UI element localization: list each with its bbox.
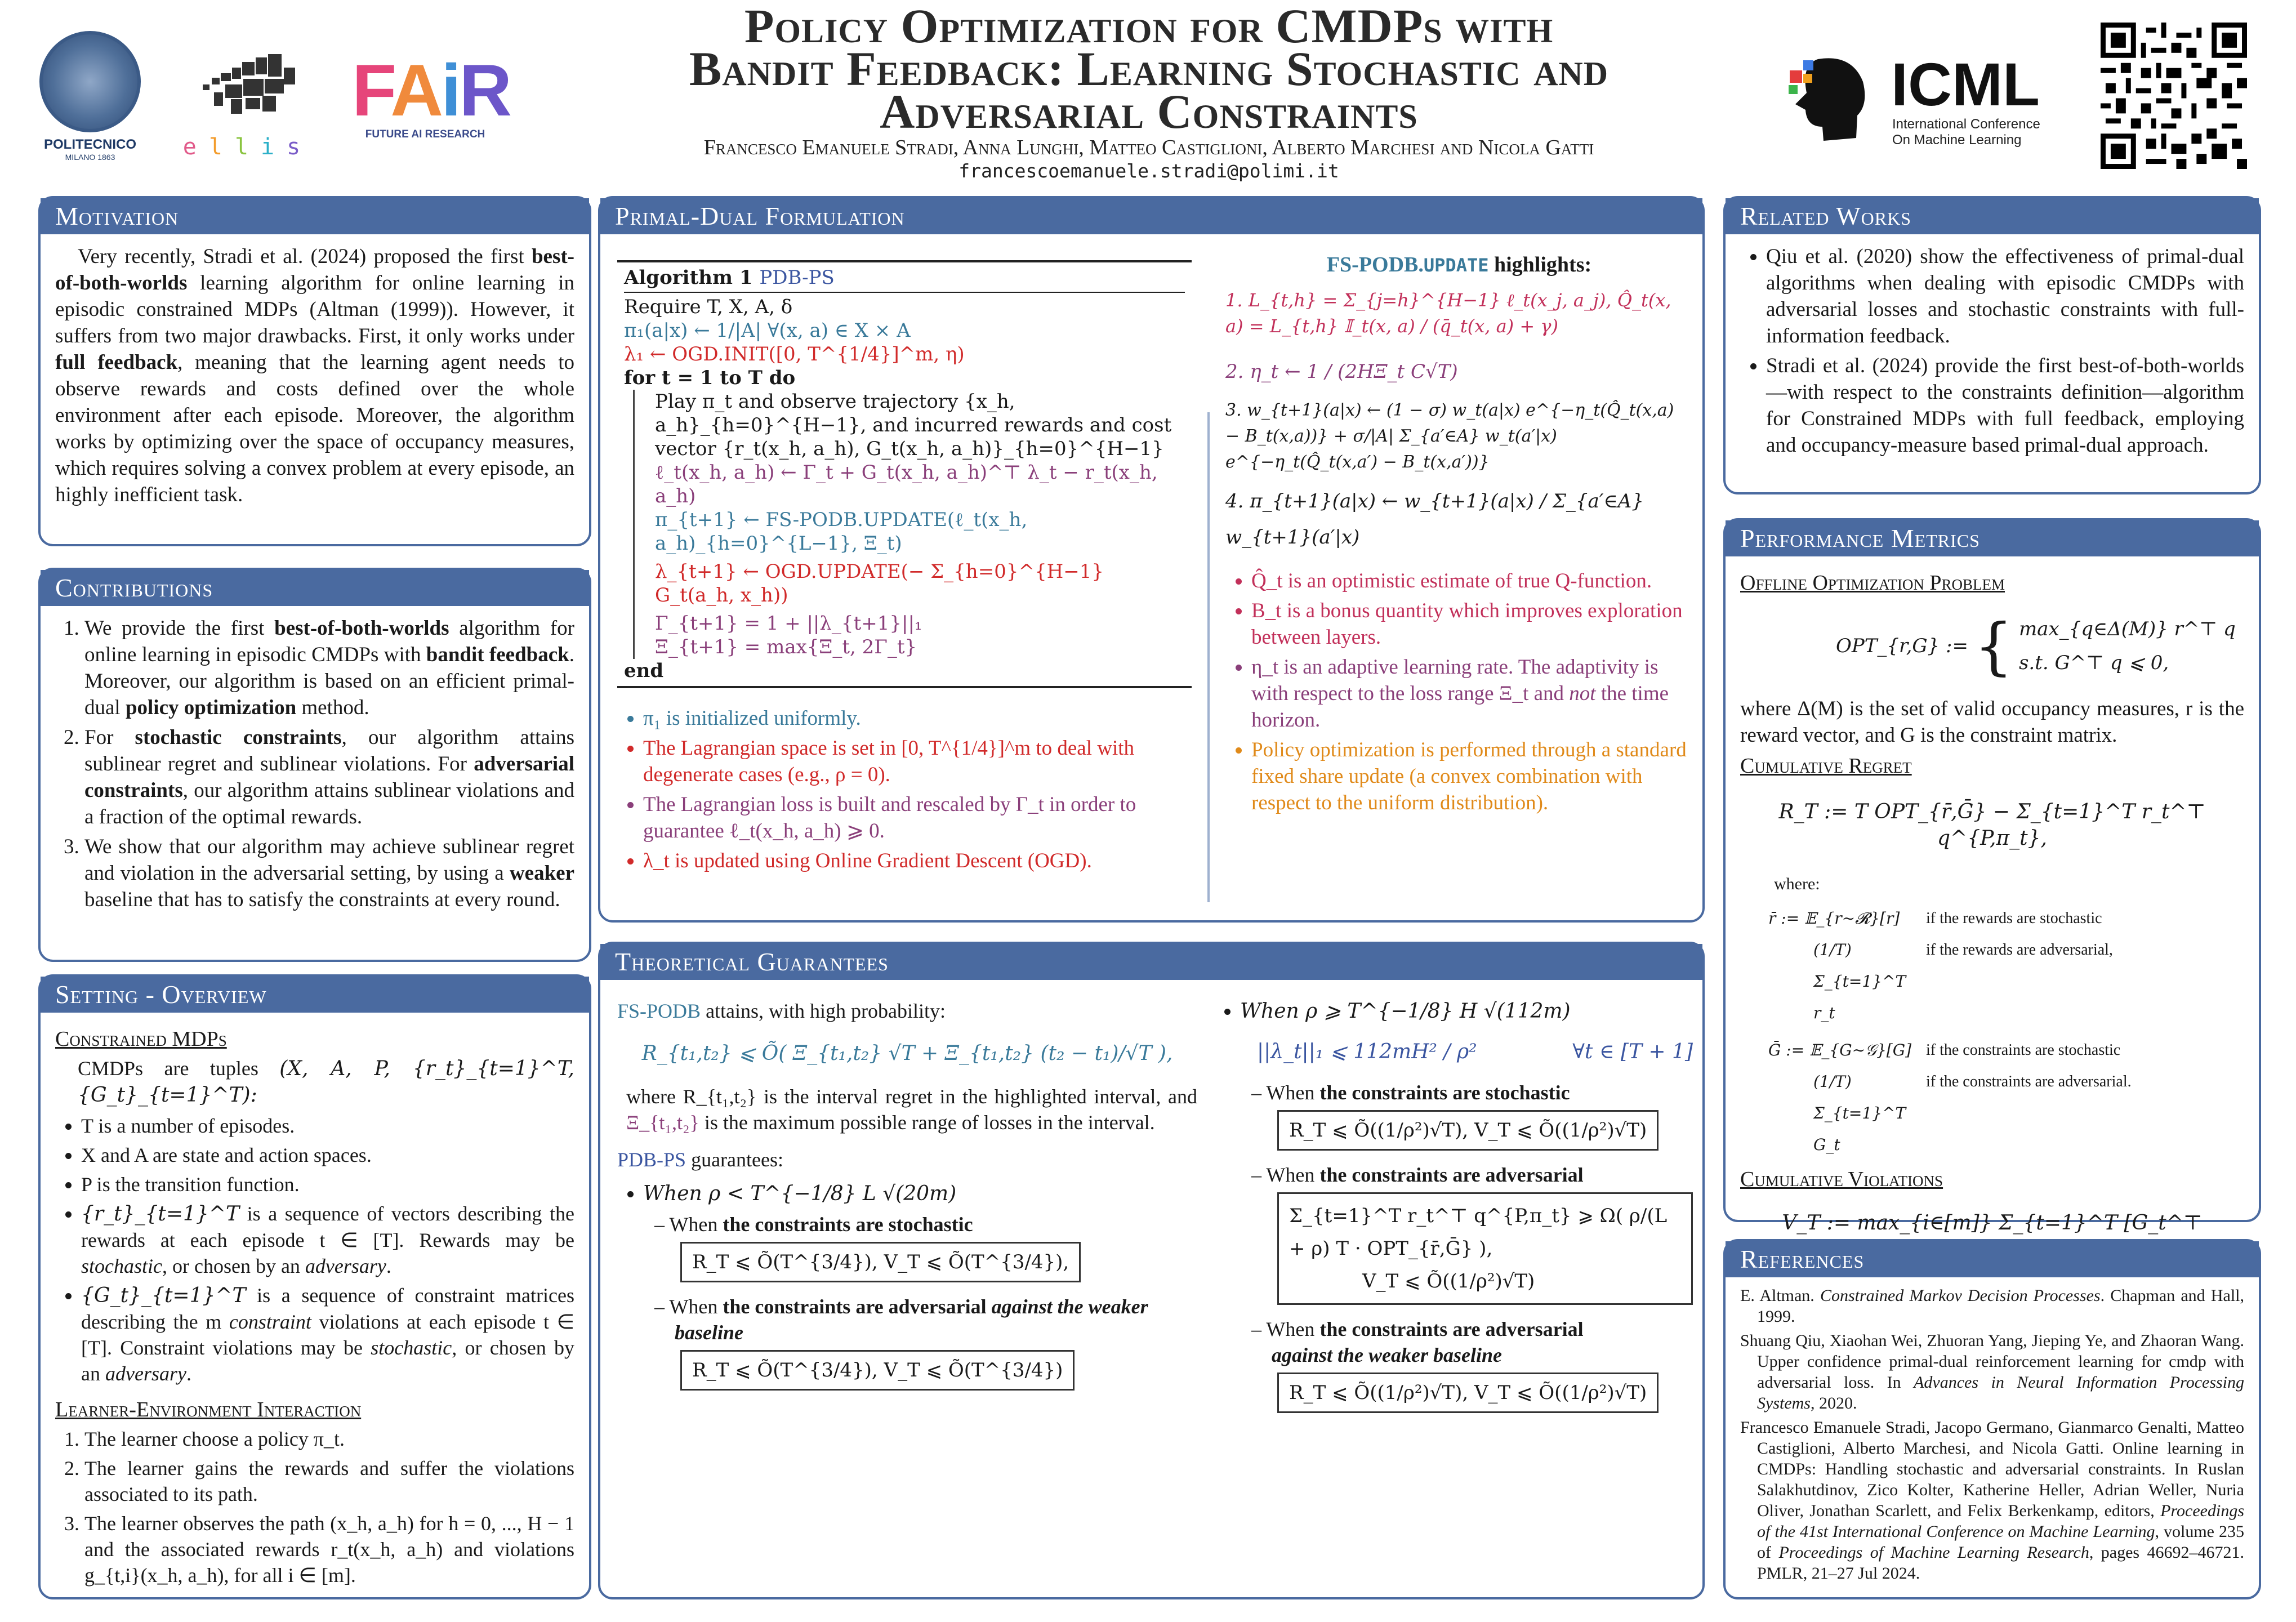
text-run: policy optimization	[125, 696, 297, 719]
interval-regret-bound: R_{t₁,t₂} ⩽ Õ( Ξ_{t₁,t₂} √T + Ξ_{t₁,t₂} (t₂ − t₁)/√T ),	[641, 1042, 1173, 1065]
text-run: .	[186, 1362, 191, 1385]
theory-where	[617, 1084, 1197, 1135]
text-run: , pages 46692–46721. PMLR, 21–27 Jul 2024.	[1757, 1543, 2244, 1583]
related-list	[1740, 243, 2244, 458]
highlights-panel	[1225, 252, 1693, 819]
algo-line: λ₁ ← OGD.INIT([0, T^{1/4}]^m, η)	[624, 343, 965, 366]
sub-case-list	[643, 1211, 1197, 1398]
setting-box	[38, 974, 591, 1599]
opt-objective: max_{q∈Δ(M)} r^⊤ q	[2018, 618, 2236, 640]
contributions-title: Contributions	[41, 570, 589, 606]
polimi-logo	[34, 31, 146, 162]
text-run: adversary	[105, 1362, 186, 1385]
text-run: When	[1266, 1164, 1320, 1186]
ellis-letter: l	[208, 134, 235, 160]
list-item: • P is the transition function.	[81, 1171, 574, 1197]
icml-logo	[1784, 48, 2054, 149]
text-run: full feedback	[55, 351, 178, 374]
text-run: Ξ_{t₁,t₂}	[626, 1111, 699, 1134]
list-item	[84, 834, 574, 913]
polimi-logo-text: POLITECNICO	[43, 137, 136, 152]
text-run: is a sequence of constraint matrices describing the m	[81, 1284, 574, 1333]
contact-email: francescoemanuele.stradi@polimi.it	[958, 160, 1339, 182]
text-run: PDB-PS	[617, 1148, 686, 1171]
ellis-letter: i	[261, 134, 287, 160]
title-line: Policy Optimization for CMDPs with	[744, 0, 1554, 53]
text-run: When	[1266, 1318, 1320, 1340]
author-list: Francesco Emanuele Stradi, Anna Lunghi, Matteo Castiglioni, Alberto Marchesi and Nicola Gatti	[703, 136, 1594, 159]
pdb-guarantees-label	[617, 1147, 1197, 1173]
list-item	[1266, 1162, 1693, 1313]
text-run: baseline that has to satisfy the constraints at every round.	[84, 888, 560, 911]
violations-heading: Cumulative Violations	[1740, 1168, 1943, 1191]
text-run: , or chosen by an	[81, 1336, 574, 1385]
list-item	[1266, 1080, 1693, 1158]
constrained-mdps-heading: Constrained MDPs	[55, 1027, 227, 1051]
related-body	[1726, 234, 2259, 471]
text-run: Σ_{t=1}^T r_t^⊤ q^{P,π_t} ⩾ Ω( ρ/(L + ρ) T · OPT_{r̄,Ḡ} ),	[1289, 1205, 1668, 1260]
gbar-condition: if the constraints are adversarial.	[1926, 1073, 2132, 1090]
reference-item	[1740, 1417, 2244, 1584]
icml-logo-subtext	[1892, 117, 2040, 148]
metrics-body	[1726, 556, 2259, 1289]
text-run: against the weaker baseline	[675, 1295, 1148, 1344]
list-item	[643, 1180, 1197, 1398]
algorithm-block	[617, 260, 1192, 688]
bound-box: R_T ⩽ Õ(T^{3/4}), V_T ⩽ Õ(T^{3/4}),	[680, 1242, 1081, 1282]
gbar-case: (1/T) Σ_{t=1}^T G_t	[1813, 1072, 1906, 1154]
rbar-case: (1/T) Σ_{t=1}^T r_t	[1813, 941, 1906, 1022]
theory-box	[598, 942, 1705, 1599]
primal-dual-box	[598, 196, 1705, 923]
list-item	[1251, 654, 1693, 733]
text-run: Shuang Qiu, Xiaohan Wei, Zhuoran Yang, Jieping Ye, and Zhaoran Wang. Upper confidence primal-dual reinforcement learning for cmdp with adversarial loss. In	[1740, 1331, 2244, 1392]
metrics-box	[1723, 518, 2261, 1235]
text-run: Very recently, Stradi et al. (2024) proposed the first	[78, 245, 532, 268]
regret-heading: Cumulative Regret	[1740, 754, 1912, 778]
list-item	[1266, 1316, 1693, 1421]
text-run: Constrained Markov Decision Processes	[1820, 1286, 2101, 1305]
contributions-box	[38, 568, 591, 962]
text-run: violations at each episode t ∈ [T]. Constraint violations may be	[81, 1311, 574, 1359]
text-run: the constraints are stochastic	[723, 1213, 973, 1236]
algorithm-title	[624, 266, 1185, 293]
text-run: When	[669, 1295, 723, 1318]
list-item: • B_t is a bonus quantity which improves exploration between layers.	[1251, 598, 1693, 650]
icml-logo-text: ICML	[1891, 50, 2040, 118]
list-item: • X and A are state and action spaces.	[81, 1142, 574, 1168]
text-run: is a sequence of vectors describing the rewards at each episode t ∈ [T]. Rewards may be	[81, 1202, 574, 1251]
list-item: 2. The learner gains the rewards and suffer the violations associated to its path.	[84, 1455, 574, 1507]
text-run: , meaning that the learning agent needs to observe rewards and costs defined over the whole environment after each episode. Moreover, the algorithm works by optimizing over the space of occupancy measures, which requires solving a convex problem at every episode, an highly inefficient task.	[55, 351, 574, 506]
list-item: 1. The learner choose a policy π_t.	[84, 1426, 574, 1452]
lambda-bound-row	[1257, 1039, 1693, 1065]
case-condition: When ρ < T^{−1/8} L √(20m)	[643, 1182, 957, 1205]
bound-box: R_T ⩽ Õ((1/ρ²)√T), V_T ⩽ Õ((1/ρ²)√T)	[1277, 1373, 1659, 1413]
algo-loop-body	[633, 390, 1185, 659]
text-run: attains, with high probability:	[701, 1000, 946, 1022]
europe-map-icon	[191, 45, 304, 130]
algo-line: π₁(a|x) ← 1/|A| ∀(x, a) ∈ X × A	[624, 319, 911, 342]
list-item: • Stradi et al. (2024) provide the first best-of-both-worlds—with respect to the constraints definition—algorithm for Constrained MDPs with full feedback, employing and occupancy-measure based primal-dual approach.	[1766, 353, 2244, 458]
text-run: best-of-both-worlds	[274, 617, 449, 640]
highlights-title	[1225, 252, 1693, 277]
opt-constraint: s.t. G^⊤ q ⩽ 0,	[2018, 652, 2169, 674]
column-divider	[1207, 412, 1210, 902]
reference-item	[1740, 1285, 2244, 1327]
highlight-equation: 3. w_{t+1}(a|x) ← (1 − σ) w_t(a|x) e^{−η_t(Q̂_t(x,a) − B_t(x,a))} + σ/|A| Σ_{a′∈A} w_t(a′|x) e^{−η_t(Q̂_t(x,a′) − B_t(x,a′))}	[1225, 400, 1674, 472]
bound-box: R_T ⩽ Õ(T^{3/4}), V_T ⩽ Õ(T^{3/4})	[680, 1350, 1075, 1391]
text-run: the constraints are adversarial	[1319, 1318, 1584, 1340]
tuple-line	[55, 1055, 574, 1108]
ellis-logo-text	[177, 134, 318, 160]
references-title: References	[1726, 1241, 2259, 1277]
bound-box	[1277, 1192, 1693, 1305]
contributions-body	[41, 606, 589, 925]
algo-line: Play π_t and observe trajectory {x_h, a_h}_{h=0}^{H−1}, and incurred rewards and cost vector {r_t(x_h, a_h), G_t(x_h, a_h)}_{h=0}^{H−1}	[655, 390, 1172, 460]
lambda-forall: ∀t ∈ [T + 1]	[1572, 1040, 1693, 1063]
text-run: constraint	[229, 1311, 311, 1333]
lambda-bound: ||λ_t||₁ ⩽ 112mH² / ρ²	[1257, 1040, 1477, 1063]
list-item: • Qiu et al. (2020) show the effectiveness of primal-dual algorithms when dealing with episodic CMDPs with adversarial losses and stochastic constraints with full-information feedback.	[1766, 243, 2244, 349]
polimi-logo-subtext: MILANO 1863	[65, 153, 115, 162]
text-run: the time horizon.	[1251, 682, 1669, 732]
metrics-title: Performance Metrics	[1726, 520, 2259, 556]
fair-logo-mark	[352, 49, 510, 131]
list-item	[81, 1282, 574, 1387]
text-run: stochastic constraints	[135, 726, 342, 749]
text-run: , 2020.	[1810, 1394, 1857, 1412]
text-run: We provide the first	[84, 617, 275, 640]
theory-title: Theoretical Guarantees	[600, 944, 1702, 980]
text-run: not	[1569, 682, 1596, 705]
fair-logo-subtext: FUTURE AI RESEARCH	[365, 128, 485, 140]
list-item	[669, 1294, 1197, 1398]
primal-dual-title: Primal-Dual Formulation	[600, 198, 1702, 234]
setting-body	[41, 1013, 589, 1601]
text-run: , or chosen by an	[162, 1255, 305, 1277]
polimi-seal-icon	[39, 31, 141, 132]
text-run: FS-PODB	[617, 1000, 701, 1022]
text-run: . Moreover, our algorithm is based on an efficient primal-dual	[84, 643, 574, 719]
title-line: Adversarial Constraints	[880, 84, 1418, 139]
interaction-heading: Learner-Environment Interaction	[55, 1398, 362, 1422]
text-run: adversary	[305, 1255, 386, 1277]
tuple-formula: (X, A, P, {r_t}_{t=1}^T, {G_t}_{t=1}^T):	[78, 1057, 575, 1107]
contributions-list	[55, 615, 574, 913]
rbar-case: r̄ := 𝔼_{r∼𝓡}[r]	[1768, 909, 1900, 928]
text-run: the constraints are stochastic	[1319, 1081, 1570, 1104]
ellis-logo	[177, 45, 318, 160]
icml-head-icon	[1784, 48, 1874, 149]
highlight-equation: 2. η_t ← 1 / (2HΞ_t C√T)	[1225, 360, 1458, 383]
algo-line: λ_{t+1} ← OGD.UPDATE(− Σ_{h=0}^{H−1} G_t(a_h, x_h))	[655, 560, 1104, 607]
algo-line: end	[624, 660, 664, 682]
icml-sub-line: International Conference	[1892, 117, 2040, 132]
list-item	[669, 1211, 1197, 1290]
icml-sub-line: On Machine Learning	[1892, 132, 2022, 148]
list-item: • Policy optimization is performed through a standard fixed share update (a convex combination with respect to the uniform distribution).	[1251, 737, 1693, 816]
motivation-box	[38, 196, 591, 546]
text-run: , volume 235 of	[1757, 1522, 2244, 1562]
bound-box: R_T ⩽ Õ((1/ρ²)√T), V_T ⩽ Õ((1/ρ²)√T)	[1277, 1110, 1659, 1151]
gbar-definition	[1768, 1035, 2244, 1161]
text-run: , our algorithm attains sublinear violations and a fraction of the optimal rewards.	[84, 779, 574, 828]
rbar-definition	[1768, 903, 2244, 1029]
text-run: is the maximum possible range of losses in the interval.	[699, 1111, 1155, 1134]
title-line: Bandit Feedback: Learning Stochastic and	[689, 42, 1609, 96]
brace-icon: {	[1973, 610, 2013, 682]
fair-letter: F	[352, 49, 391, 131]
algo-line: π_{t+1} ← FS-PODB.UPDATE(ℓ_t(x_h, a_h)_{h=0}^{L−1}, Ξ_t)	[655, 509, 1028, 555]
algo-line: Require T, X, A, δ	[624, 296, 793, 318]
text-run: bandit feedback	[426, 643, 569, 666]
list-item: • Q̂_t is an optimistic estimate of true Q-function.	[1251, 568, 1693, 594]
rbar-condition: if the rewards are adversarial,	[1926, 941, 2113, 959]
text-run: Advances in Neural Information Processing Systems	[1757, 1373, 2245, 1412]
text-run: η_t is an adaptive learning rate. The adaptivity is with respect to the loss range Ξ_t and	[1251, 656, 1659, 705]
regret-where: where:	[1774, 875, 1820, 893]
list-item	[1240, 998, 1693, 1421]
list-item: • The Lagrangian loss is built and rescaled by Γ_t in order to guarantee ℓ_t(x_h, a_h) ⩾ 0.	[643, 791, 1192, 844]
text-run: Francesco Emanuele Stradi, Jacopo Germano, Gianmarco Genalti, Matteo Castiglioni, Alberto Marchesi, and Nicola Gatti. Online learning in CMDPs: Handling stochastic and adversarial constraints. In Ruslan Salakhutdinov, Zico Kolter, Katherine Heller, Adrian Weller, Nuria Oliver, Jonathan Scarlett, and Felix Berkenkamp, editors,	[1740, 1418, 2244, 1520]
setting-title: Setting - Overview	[41, 977, 589, 1013]
text-run: the constraints are adversarial	[1319, 1164, 1584, 1186]
case-condition: When ρ ⩾ T^{−1/8} H √(112m)	[1240, 1000, 1571, 1023]
text-run: {r_t}_{t=1}^T	[81, 1202, 240, 1226]
list-item: • T is a number of episodes.	[81, 1113, 574, 1139]
highlight-equation: 4. π_{t+1}(a|x) ← w_{t+1}(a|x) / Σ_{a′∈A} w_{t+1}(a′|x)	[1225, 490, 1644, 549]
list-item	[84, 724, 574, 830]
poster-title	[496, 0, 1802, 139]
fair-logo	[352, 49, 510, 141]
text-run: . Chapman and Hall, 1999.	[1757, 1286, 2244, 1326]
theory-right	[1214, 998, 1693, 1424]
references-body	[1726, 1277, 2259, 1596]
motivation-body	[41, 234, 589, 522]
list-item: 3. The learner observes the path (x_h, a_h) for h = 0, ..., H − 1 and the associated rewards r_t(x_h, a_h) and violations g_{t,i}(x_h, a_h), for all i ∈ [m].	[84, 1510, 574, 1588]
cmdp-components-list	[55, 1113, 574, 1387]
opt-where: where Δ(M) is the set of valid occupancy measures, r is the reward vector, and G is the constraint matrix.	[1740, 697, 2244, 747]
violations-equation: V_T := max_{i∈[m]} Σ_{t=1}^T [G_t^⊤	[1782, 1211, 2203, 1235]
case-list	[617, 1180, 1197, 1398]
list-item	[84, 615, 574, 721]
related-box	[1723, 196, 2261, 494]
opt-lhs: OPT_{r,G} :=	[1836, 634, 1968, 657]
opt-cases	[2019, 612, 2236, 680]
algorithm-panel	[617, 260, 1192, 877]
text-run: stochastic	[371, 1336, 452, 1359]
highlight-equation: 1. L_{t,h} = Σ_{j=h}^{H−1} ℓ_t(x_j, a_j), Q̂_t(x, a) = L_{t,h} 𝕀_t(x, a) / (q̄_t(x, a) + γ)	[1225, 289, 1671, 337]
text-run: When	[1266, 1081, 1320, 1104]
list-item: • λ_t is updated using Online Gradient Descent (OGD).	[643, 848, 1192, 874]
text-run: {G_t}_{t=1}^T	[81, 1284, 246, 1307]
gbar-case: Ḡ := 𝔼_{G∼𝒢}[G]	[1768, 1041, 1912, 1059]
motivation-title: Motivation	[41, 198, 589, 234]
text-run: V_T ⩽ Õ((1/ρ²)√T)	[1362, 1270, 1535, 1293]
text-run: against the weaker baseline	[1272, 1344, 1503, 1366]
gbar-condition: if the constraints are stochastic	[1926, 1041, 2121, 1059]
text-run: PDB-PS	[759, 266, 835, 289]
fair-letter: A	[390, 49, 442, 131]
highlights-notes	[1225, 568, 1693, 816]
ellis-letter: e	[182, 134, 209, 160]
text-run: the constraints are adversarial	[723, 1295, 987, 1318]
regret-equation: R_T := T OPT_{r̄,Ḡ} − Σ_{t=1}^T r_t^⊤ q^{P,π_t},	[1778, 800, 2206, 850]
references-box	[1723, 1239, 2261, 1599]
text-run: FS-PODB.	[1326, 253, 1424, 277]
sub-case-list	[1240, 1080, 1693, 1421]
related-title: Related Works	[1726, 198, 2259, 234]
text-run: guarantees:	[686, 1148, 783, 1171]
list-item: • π₁ is initialized uniformly.	[643, 705, 1192, 732]
case-list	[1214, 998, 1693, 1421]
motivation-paragraph	[55, 243, 574, 508]
text-run: , our algorithm attains sublinear regret and sublinear violations. For	[84, 726, 574, 776]
text-run: adversarial constraints	[84, 752, 574, 802]
text-run: algorithm for online learning in episodic CMDPs with	[84, 617, 574, 666]
reference-item	[1740, 1330, 2244, 1414]
text-run: We show that our algorithm may achieve sublinear regret and violation in the adversarial setting, by using a	[84, 835, 574, 885]
theory-left	[617, 998, 1197, 1402]
text-run: weaker	[509, 862, 574, 885]
text-run: For	[84, 726, 135, 749]
theory-intro	[617, 998, 1197, 1024]
ellis-letter: s	[287, 134, 313, 160]
algo-line: Ξ_{t+1} = max{Ξ_t, 2Γ_t}	[655, 636, 917, 658]
list-item	[81, 1201, 574, 1279]
text-run: .	[386, 1255, 391, 1277]
algo-line: Γ_{t+1} = 1 + ||λ_{t+1}||₁	[655, 612, 922, 635]
algorithm-notes	[617, 705, 1192, 874]
text-run: stochastic	[81, 1255, 162, 1277]
algo-line: for t = 1 to T do	[624, 367, 796, 389]
ellis-letter: l	[234, 134, 261, 160]
text-run: UPDATE	[1423, 255, 1489, 276]
text-run: Proceedings of Machine Learning Research	[1778, 1543, 2089, 1562]
text-run: learning algorithm for online learning in episodic constrained MDPs (Altman (1999)). However, it suffers from two major drawbacks. First, it only works under	[55, 271, 574, 347]
text-run: method.	[296, 696, 369, 719]
text-run: E. Altman.	[1740, 1286, 1820, 1305]
qr-code-icon[interactable]	[2101, 23, 2247, 169]
text-run: where R_{t₁,t₂} is the interval regret in the highlighted interval, and	[626, 1085, 1197, 1108]
list-item: • The Lagrangian space is set in [0, T^{1/4}]^m to deal with degenerate cases (e.g., ρ = 0).	[643, 735, 1192, 788]
fair-letter: i	[441, 49, 460, 131]
text-run: CMDPs are tuples	[78, 1057, 258, 1080]
text-run: When	[669, 1213, 723, 1236]
text-run: best-of-both-worlds	[55, 245, 574, 295]
offline-problem-heading: Offline Optimization Problem	[1740, 571, 2005, 595]
interaction-steps-list	[55, 1426, 574, 1588]
algo-line: ℓ_t(x_h, a_h) ← Γ_t + G_t(x_h, a_h)^⊤ λ_t − r_t(x_h, a_h)	[655, 461, 1158, 507]
text-run: Algorithm 1	[624, 266, 753, 289]
text-run: Proceedings of the 41st International Conference on Machine Learning	[1757, 1501, 2244, 1541]
text-run: highlights:	[1488, 253, 1592, 277]
fair-letter: R	[459, 49, 510, 131]
rbar-condition: if the rewards are stochastic	[1926, 910, 2102, 927]
poster-header	[0, 0, 2296, 186]
opt-problem	[1836, 612, 2244, 680]
